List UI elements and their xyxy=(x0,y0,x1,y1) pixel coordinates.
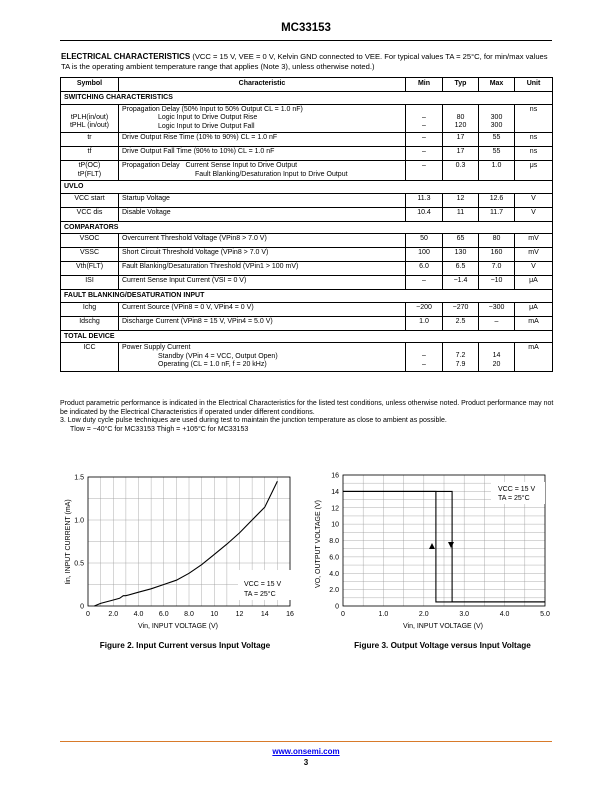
characteristic: Short Circuit Threshold Voltage (VPin8 > 7.0 V) xyxy=(119,248,406,262)
col-min: Min xyxy=(406,78,443,92)
cell-value: 17 xyxy=(443,133,479,147)
page-title: MC33153 xyxy=(281,22,331,34)
cell-value: – xyxy=(479,316,515,330)
table-row xyxy=(61,193,553,207)
section-switching: SWITCHING CHARACTERISTICS xyxy=(61,92,553,105)
x-tick-label: 4.0 xyxy=(133,611,144,618)
x-tick-label: 10 xyxy=(210,611,219,618)
y-tick-label: 0 xyxy=(80,603,84,611)
table-row xyxy=(61,207,553,221)
characteristic: Current Source (VPin8 = 0 V, VPin4 = 0 V) xyxy=(119,302,406,316)
y-tick-label: 16 xyxy=(331,472,339,480)
y-tick-label: 1.0 xyxy=(74,517,84,525)
cell-unit: μs xyxy=(515,161,553,181)
x-tick-label: 3.0 xyxy=(459,611,470,618)
cell-value: 7.0 xyxy=(479,262,515,276)
y-axis-label: VO, OUTPUT VOLTAGE (V) xyxy=(315,500,322,588)
symbol: ICC xyxy=(61,343,119,372)
note-product-performance: Product parametric performance is indicated in the Electrical Characteristics for the listed test conditions, unless otherwise noted. Product performance may not be indicated by the Electrical Characteristics if operated under different conditions. xyxy=(60,400,554,416)
electrical-intro xyxy=(61,52,553,72)
cell-value: 55 xyxy=(479,147,515,161)
cell-value: 20 xyxy=(492,360,501,368)
x-tick-label: 6.0 xyxy=(158,611,169,618)
cell-unit: ns xyxy=(515,133,553,147)
cell-unit: V xyxy=(515,207,553,221)
section-comparators: COMPARATORS xyxy=(61,221,553,234)
cell-value: 12.6 xyxy=(479,193,515,207)
cell-unit: mA xyxy=(515,316,553,330)
table-row xyxy=(61,161,553,181)
characteristic: Logic Input to Drive Output Fall xyxy=(158,122,255,130)
x-tick-label: 5.0 xyxy=(540,611,550,618)
cell-unit: mV xyxy=(515,248,553,262)
table-row xyxy=(61,276,553,290)
cell-value: 50 xyxy=(406,234,443,248)
cell-value: 300 xyxy=(490,122,503,129)
x-axis-label: Vin, INPUT VOLTAGE (V) xyxy=(402,623,484,630)
symbol: Vth(FLT) xyxy=(61,262,119,276)
symbol: VCC dis xyxy=(61,207,119,221)
y-tick-label: 8.0 xyxy=(329,538,339,545)
symbol: Idschg xyxy=(61,316,119,330)
cell-value: 6.5 xyxy=(443,262,479,276)
note-3: 3. Low duty cycle pulse techniques are used during test to maintain the junction temperature as close to ambient as possible. xyxy=(60,417,447,424)
cell-value: – xyxy=(422,360,426,368)
figure-3-chart xyxy=(310,470,555,635)
table-row xyxy=(61,302,553,316)
symbol: tP(FLT) xyxy=(77,170,102,178)
y-axis-label: Iin, INPUT CURRENT (mA) xyxy=(65,499,72,585)
table-row xyxy=(61,248,553,262)
arrow-up-icon xyxy=(429,543,435,549)
page-number: 3 xyxy=(303,758,309,767)
y-tick-label: 2.0 xyxy=(329,587,339,595)
col-characteristic: Characteristic xyxy=(119,78,406,92)
table-header-row xyxy=(61,78,553,92)
characteristic: Overcurrent Threshold Voltage (VPin8 > 7.0 V) xyxy=(119,234,406,248)
cell-value: 12 xyxy=(443,193,479,207)
y-tick-label: 14 xyxy=(331,488,339,496)
cell-value: 100 xyxy=(406,248,443,262)
cell-value: 300 xyxy=(490,113,503,121)
symbol: VCC start xyxy=(61,193,119,207)
header-rule xyxy=(60,40,552,41)
cell-unit: V xyxy=(515,262,553,276)
x-tick-label: 0 xyxy=(86,611,90,618)
symbol: VSSC xyxy=(61,248,119,262)
cell-unit: μA xyxy=(515,276,553,290)
symbol: tf xyxy=(61,147,119,161)
y-tick-label: 0.5 xyxy=(74,560,84,568)
cell-value: 7.2 xyxy=(455,352,466,359)
notes xyxy=(60,400,555,434)
cell-value: 17 xyxy=(443,147,479,161)
symbol: Ichg xyxy=(61,302,119,316)
cell-value: 55 xyxy=(479,133,515,147)
symbol: tPLH(in/out) xyxy=(70,113,109,121)
cell-value: −300 xyxy=(479,302,515,316)
characteristic: Propagation Delay xyxy=(122,162,180,169)
cell-unit: ns xyxy=(515,104,553,133)
cell-value: – xyxy=(406,276,443,290)
characteristic: Discharge Current (VPin8 = 15 V, VPin4 = 5.0 V) xyxy=(119,316,406,330)
annotation-ta: TA = 25°C xyxy=(498,495,530,502)
cell-value: 7.9 xyxy=(455,360,466,368)
cell-value: 14 xyxy=(492,352,501,359)
cell-value: −270 xyxy=(443,302,479,316)
y-tick-label: 6.0 xyxy=(329,554,339,562)
cell-value: – xyxy=(422,113,426,121)
cell-value: 1.0 xyxy=(406,316,443,330)
characteristic: Startup Voltage xyxy=(119,193,406,207)
characteristic: Operating (CL = 1.0 nF, f = 20 kHz) xyxy=(158,361,267,368)
x-tick-label: 4.0 xyxy=(499,611,510,618)
cell-value: 80 xyxy=(456,113,465,121)
table-row xyxy=(61,234,553,248)
section-fault: FAULT BLANKING/DESATURATION INPUT xyxy=(61,290,553,303)
arrow-down-icon xyxy=(448,542,454,548)
cell-unit: μA xyxy=(515,302,553,316)
x-tick-label: 12 xyxy=(235,611,244,618)
website-link[interactable]: www.onsemi.com xyxy=(272,747,340,756)
cell-unit: V xyxy=(515,193,553,207)
cell-value: −1.4 xyxy=(443,276,479,290)
x-tick-label: 14 xyxy=(260,611,269,618)
cell-unit: mV xyxy=(515,234,553,248)
table-row xyxy=(61,343,553,372)
cell-value: 11.3 xyxy=(406,193,443,207)
annotation-ta: TA = 25°C xyxy=(244,591,276,598)
table-row xyxy=(61,262,553,276)
cell-value: – xyxy=(406,161,443,181)
cell-value: 80 xyxy=(479,234,515,248)
characteristic: Current Sense Input to Drive Output xyxy=(185,162,298,169)
figure-2-caption: Figure 2. Input Current versus Input Voltage xyxy=(99,641,271,650)
electrical-characteristics-table xyxy=(60,77,553,372)
cell-value: 0.3 xyxy=(443,161,479,181)
y-tick-label: 10 xyxy=(331,521,339,529)
characteristic: Current Sense Input Current (VSI = 0 V) xyxy=(119,276,406,290)
symbol: tr xyxy=(61,133,119,147)
cell-value: 10.4 xyxy=(406,207,443,221)
y-tick-label: 4.0 xyxy=(329,570,339,578)
cell-value: 1.0 xyxy=(479,161,515,181)
footer-rule xyxy=(60,741,552,742)
table-row xyxy=(61,147,553,161)
x-tick-label: 8.0 xyxy=(184,611,194,618)
characteristic: Power Supply Current xyxy=(122,344,191,351)
symbol: tP(OC) xyxy=(78,162,101,169)
cell-value: – xyxy=(406,147,443,161)
cell-value: 160 xyxy=(479,248,515,262)
cell-unit: ns xyxy=(515,147,553,161)
cell-value: – xyxy=(422,122,426,129)
symbol: tPHL (in/out) xyxy=(69,122,110,129)
section-heading: ELECTRICAL CHARACTERISTICS xyxy=(61,52,191,61)
cell-value: 11 xyxy=(443,207,479,221)
table-row xyxy=(61,316,553,330)
cell-unit: mA xyxy=(515,343,553,372)
x-tick-label: 2.0 xyxy=(418,611,429,618)
cell-value: −200 xyxy=(406,302,443,316)
figure-2-chart xyxy=(58,470,298,635)
table-row xyxy=(61,104,553,133)
cell-value: 2.5 xyxy=(443,316,479,330)
characteristic: Logic Input to Drive Output Rise xyxy=(158,114,258,121)
y-tick-label: 0 xyxy=(335,603,339,611)
y-tick-label: 12 xyxy=(331,505,339,513)
col-max: Max xyxy=(479,78,515,92)
note-3-temps: Tlow = −40°C for MC33153 Thigh = +105°C for MC33153 xyxy=(70,425,249,433)
cell-value: 65 xyxy=(443,234,479,248)
characteristic: Fault Blanking/Desaturation Threshold (VPin1 > 100 mV) xyxy=(119,262,406,276)
y-tick-label: 1.5 xyxy=(74,474,84,482)
symbol: ISI xyxy=(61,276,119,290)
section-uvlo: UVLO xyxy=(61,181,553,194)
x-tick-label: 1.0 xyxy=(378,611,389,618)
characteristic: Propagation Delay (50% Input to 50% Output CL = 1.0 nF) xyxy=(122,105,303,113)
cell-value: 120 xyxy=(454,122,467,129)
characteristic: Disable Voltage xyxy=(119,207,406,221)
characteristic: Drive Output Fall Time (90% to 10%) CL = 1.0 nF xyxy=(119,147,406,161)
annotation-vcc: VCC = 15 V xyxy=(498,486,536,493)
cell-value: 11.7 xyxy=(479,207,515,221)
x-tick-label: 16 xyxy=(286,611,294,618)
cell-value: – xyxy=(422,352,426,359)
characteristic: Standby (VPin 4 = VCC, Output Open) xyxy=(158,352,278,360)
cell-value: – xyxy=(406,133,443,147)
figure-3-caption: Figure 3. Output Voltage versus Input Voltage xyxy=(354,641,531,650)
x-tick-label: 2.0 xyxy=(108,611,119,618)
symbol: VSOC xyxy=(61,234,119,248)
table-row xyxy=(61,133,553,147)
intro-text: (VCC = 15 V, VEE = 0 V, Kelvin GND connected to VEE. For typical values TA = 25°C, for min/max values TA is the operating ambient temperature range that applies (Note 3), unless otherwise noted.) xyxy=(61,52,548,71)
col-typ: Typ xyxy=(443,78,479,92)
x-tick-label: 0 xyxy=(341,611,345,618)
section-total: TOTAL DEVICE xyxy=(61,330,553,343)
col-symbol: Symbol xyxy=(61,78,119,92)
col-unit: Unit xyxy=(515,78,553,92)
cell-value: 6.0 xyxy=(406,262,443,276)
annotation-vcc: VCC = 15 V xyxy=(244,581,282,588)
cell-value: −10 xyxy=(479,276,515,290)
x-axis-label: Vin, INPUT VOLTAGE (V) xyxy=(137,623,219,630)
characteristic: Fault Blanking/Desaturation Input to Drive Output xyxy=(195,170,348,178)
characteristic: Drive Output Rise Time (10% to 90%) CL = 1.0 nF xyxy=(119,133,406,147)
cell-value: 130 xyxy=(443,248,479,262)
